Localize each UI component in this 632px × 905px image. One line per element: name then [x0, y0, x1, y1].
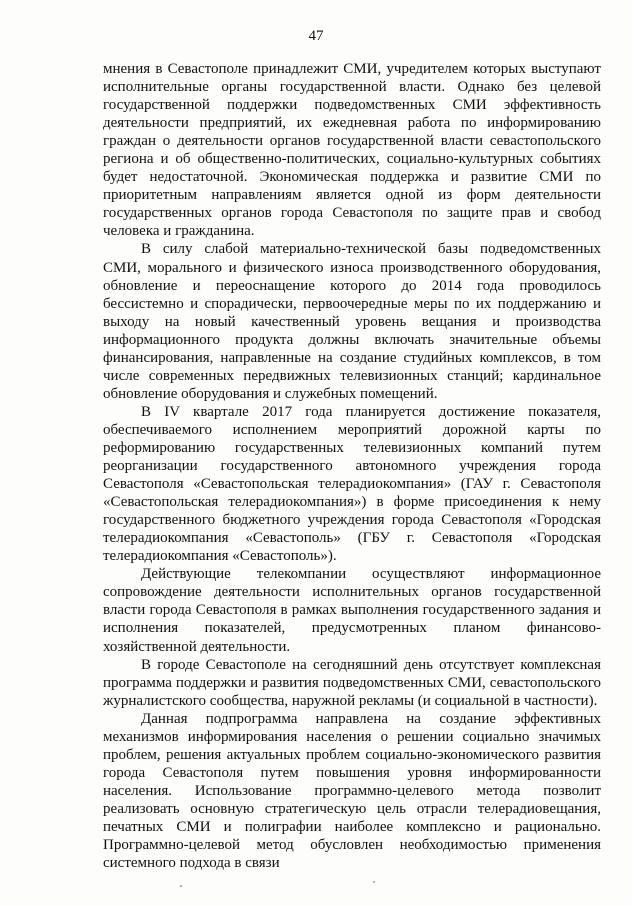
paragraph-media-support: мнения в Севастополе принадлежит СМИ, учредителем которых выступают исполнительные органы государственной власти. Однако без целевой государственной поддержки подведомственных СМИ эффективность деятельности предприятий, их ежедневная работа по информированию граждан о деятельности органов государственной власти севастопольского региона и об общественно-политических, социально-культурных событиях будет недостаточной. Экономическая поддержка и развитие СМИ по приоритетным направлениям является одной из форм деятельности государственных органов города Севастополя по защите прав и свобод человека и гражданина. [103, 61, 601, 240]
paragraph-material-base: В силу слабой материально-технической базы подведомственных СМИ, морального и физического износа производственного оборудования, обновление и переоснащение которого до 2014 года проводилось бессистемно и спорадически, первоочередные меры по их поддержанию и выходу на новый качественный уровень вещания и производства информационного продукта должны включать значительные объемы финансирования, направленные на создание студийных комплексов, в том числе современных передвижных телевизионных станций; кардинальное обновление оборудования и служебных помещений. [103, 241, 601, 402]
paragraph-reorganization-plan: В IV квартале 2017 года планируется достижение показателя, обеспечиваемого исполнением мероприятий дорожной карты по реформированию государственных телевизионных компаний путем реорганизации государственного автономного учреждения города Севастополя «Севастопольская телерадиокомпания» (ГАУ г. Севастополя «Севастопольская телерадиокомпания») в форме присоединения к нему государственного бюджетного учреждения города Севастополя «Городская телерадиокомпания «Севастополь» (ГБУ г. Севастополя «Городская телерадиокомпания «Севастополь»). [103, 403, 601, 565]
page-number: 47 [308, 28, 324, 44]
document-body [103, 60, 601, 872]
scan-speck [180, 885, 182, 887]
paragraph-tv-companies: Действующие телекомпании осуществляют информационное сопровождение деятельности исполнительных органов государственной власти города Севастополя в рамках выполнения государственного задания и исполнения показателей, предусмотренных планом финансово-хозяйственной деятельности. [103, 566, 601, 655]
paragraph-subprogram-goals: Данная подпрограмма направлена на создание эффективных механизмов информирования населения о решении социально значимых проблем, решения актуальных проблем социально-экономического развития города Севастополя путем повышения уровня информированности населения. Использование программно-целевого метода позволит реализовать основную стратегическую цель отрасли телерадиовещания, печатных СМИ и полиграфии наиболее комплексно и рационально. Программно-целевой метод обусловлен необходимостью применения системного подхода в связи [103, 710, 601, 872]
scan-speck [373, 881, 375, 883]
paragraph-no-program: В городе Севастополе на сегодняшний день отсутствует комплексная программа поддержки и развития подведомственных СМИ, севастопольского журналистского сообщества, наружной рекламы (и социальной в частности). [103, 656, 601, 709]
